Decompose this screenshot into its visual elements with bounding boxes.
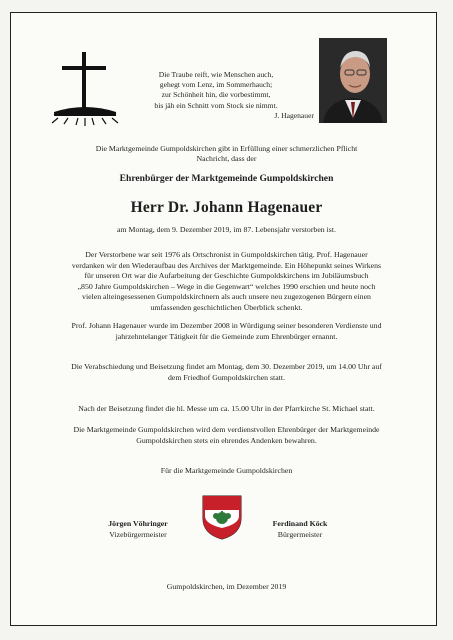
poem <box>118 70 314 121</box>
mass-paragraph: Nach der Beisetzung findet die hl. Messe um ca. 15.00 Uhr in der Pfarrkirche St. Michael statt. <box>78 404 375 413</box>
signature-vice-mayor <box>94 519 182 540</box>
on-behalf-line: Für die Marktgemeinde Gumpoldskirchen <box>160 466 293 475</box>
death-date: am Montag, dem 9. Dezember 2019, im 87. Lebensjahr verstorben ist. <box>117 225 336 234</box>
signatory-title: Bürgermeister <box>277 529 323 539</box>
signatory-name: Jörgen Vöhringer <box>108 519 168 528</box>
paragraph-line: verdanken wir den Wiederaufbau des Archives der Marktgemeinde. Ein Höhepunkt seines Wirkens <box>71 260 382 270</box>
honorary-title: Ehrenbürger der Marktgemeinde Gumpoldskirchen <box>119 173 334 184</box>
paragraph-line: dem Friedhof Gumpoldskirchen statt. <box>168 372 285 382</box>
signature-mayor <box>252 519 348 540</box>
paragraph-line: für unseren Ort war die Aufarbeitung der Geschichte Gumpoldskirchens im Jubiläumsbuch <box>84 271 369 281</box>
coat-of-arms-icon <box>201 494 243 540</box>
paragraph-line: Der Verstorbene war seit 1976 als Ortschronist in Gumpoldskirchen tätig. Prof. Hagenauer <box>85 250 368 259</box>
paragraph-line: Die Marktgemeinde Gumpoldskirchen wird dem verdienstvollen Ehrenbürger der Marktgemeinde <box>73 425 380 434</box>
cross-sunrise-icon <box>48 46 122 128</box>
signatory-name: Ferdinand Köck <box>272 519 328 528</box>
honorary-paragraph <box>26 321 427 342</box>
biography-paragraph <box>26 250 427 314</box>
poem-line: zur Schönheit hin, die vorbestimmt, <box>161 90 271 100</box>
footer-place-date: Gumpoldskirchen, im Dezember 2019 <box>166 582 287 591</box>
intro-line: Die Marktgemeinde Gumpoldskirchen gibt in Erfüllung einer schmerzlichen Pflicht <box>95 144 358 153</box>
intro-line: Nachricht, dass der <box>196 154 257 163</box>
paragraph-line: Gumpoldskirchen stets ein ehrendes Andenken bewahren. <box>136 435 317 445</box>
paragraph-line: umfassenden geschichtlichen Überblick schenkt. <box>150 302 303 312</box>
remembrance-paragraph <box>26 425 427 446</box>
paragraph-line: „850 Jahre Gumpoldskirchen – Wege in die Gegenwart“ welches 1990 erschien und heute noch <box>77 281 376 291</box>
signatory-title: Vizebürgermeister <box>109 529 167 539</box>
deceased-name: Herr Dr. Johann Hagenauer <box>130 199 323 216</box>
paragraph-line: Die Verabschiedung und Beisetzung findet am Montag, dem 30. Dezember 2019, um 14.00 Uhr auf <box>71 362 382 371</box>
paragraph-line: vielen alteingesessenen Gumpoldskirchnern als auch unsere neu zugezogenen Bürgern einen <box>82 292 371 302</box>
poem-line: bis jäh ein Schnitt vom Stock sie nimmt. <box>154 100 278 110</box>
paragraph-line: Prof. Johann Hagenauer wurde im Dezember 2008 in Würdigung seiner besonderen Verdienste und <box>71 321 382 330</box>
poem-line: gehegt vom Lenz, im Sommerhauch; <box>159 80 273 90</box>
portrait-photo <box>319 38 387 123</box>
poem-line: Die Traube reift, wie Menschen auch, <box>158 70 274 79</box>
intro-text <box>26 144 427 164</box>
funeral-paragraph <box>26 362 427 383</box>
paragraph-line: jahrzehntelanger Tätigkeit für die Gemeinde zum Ehrenbürger ernannt. <box>115 331 338 341</box>
poem-author: J. Hagenauer <box>274 110 314 120</box>
